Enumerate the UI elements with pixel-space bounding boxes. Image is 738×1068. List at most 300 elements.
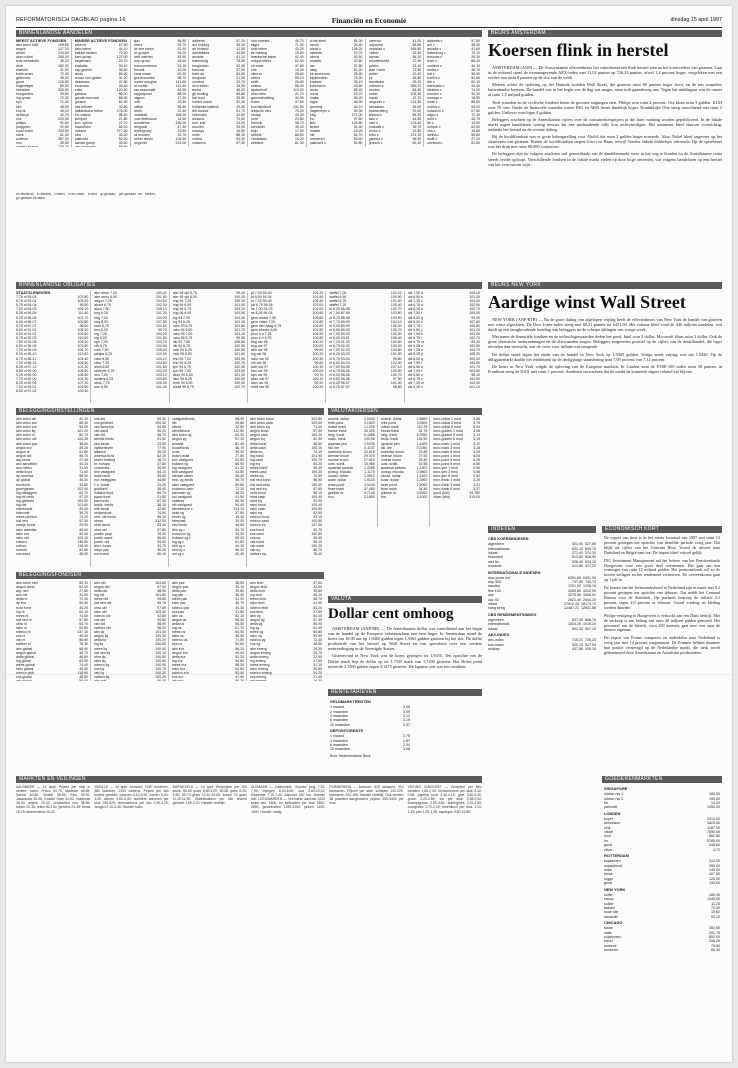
row-label: rabo obl (94, 609, 107, 614)
row-value: 101,20 (77, 364, 89, 369)
row-value: 100,90 (77, 498, 88, 503)
row-label: besouw c (427, 55, 443, 60)
row-label: ommeren (309, 137, 325, 142)
row-value: 55,60 (471, 133, 480, 138)
row-value: 101,90 (234, 303, 245, 308)
row-value: 30,20 (118, 133, 128, 138)
row-value: 105,80 (58, 43, 69, 48)
row-label: getronics (16, 75, 31, 80)
row-label (75, 145, 117, 147)
row-value: 100,40 (312, 364, 324, 369)
table-column (16, 291, 91, 403)
row-label: hal c (427, 71, 435, 76)
row-label: 8,50 nl 90-00 (16, 368, 37, 373)
row-value: 55,10 (294, 75, 304, 80)
table-column (94, 417, 169, 567)
row-value: 129,80 (351, 120, 363, 125)
row-label: sligro (251, 43, 260, 48)
row-value: 16,50 (236, 129, 245, 134)
row-value: 5,56 (473, 417, 481, 421)
row-label: euro-yen 3 mnd (433, 470, 458, 475)
row-label: rorento (16, 548, 28, 552)
row-label: abn us (172, 613, 183, 618)
row-value: 99,90 (471, 315, 480, 320)
row-label: eurofund (16, 482, 30, 487)
row-value: 14,20 (294, 137, 304, 142)
row-value: 33,20 (177, 51, 187, 56)
row-value: 1,1175 (364, 470, 375, 475)
row-label: lokaal (488, 626, 498, 631)
table-column (251, 39, 307, 147)
row-label: obl 6,25 x (407, 385, 423, 390)
article-paragraph: De dollar stond tegen het einde van de handel in New York op 1,9365 gulden. Vorige week vrijdag was dat 1,9420. Op de obligatiemarkt daalde het rendement op de dertigjarige staatslening naar 7,09 procent van 7,12 procent. (488, 351, 722, 362)
row-label: textielgroep (133, 129, 152, 134)
row-value: 3,37 (403, 722, 410, 727)
row-value: 3,12 (473, 433, 481, 438)
table-row (251, 141, 304, 145)
row-value: 81,40 (235, 441, 244, 446)
row-value: 58,70 (177, 75, 187, 80)
row-label: corio (172, 449, 180, 454)
row-label: delta lloyd (16, 470, 32, 475)
row-label: nl 6,75 95-05 (329, 368, 350, 373)
row-value: 56,20 (157, 429, 166, 434)
row-value: 58,40 (294, 84, 304, 89)
table-row (427, 141, 480, 145)
row-label: de drie electr (133, 47, 154, 52)
row-value: 40,00 (177, 67, 187, 72)
row-label: eurocommerce (133, 63, 157, 68)
row-label: dax (488, 593, 494, 598)
row-value: 168,20 (175, 112, 187, 117)
row-value: 31,40 (353, 124, 363, 129)
row-value: 31,75 (418, 429, 428, 434)
row-label: ned. vg fonds (172, 478, 194, 483)
row-value: 100,10 (311, 445, 322, 450)
row-value: 100,50 (155, 654, 166, 659)
row-label: goud (kilo) (433, 490, 450, 495)
row-value: 19,80 (177, 129, 187, 134)
row-value: 61,20 (353, 67, 363, 72)
rates-heading: GELDMARKTRENTEN (330, 699, 371, 704)
row-label: hollandia kattenb (192, 104, 219, 109)
row-value: 54,70 (353, 133, 363, 138)
row-value: 61,80 (79, 449, 88, 454)
row-value: 41,10 (236, 55, 245, 60)
row-label: internationals (488, 546, 510, 551)
row-value: 43,70 (471, 116, 480, 121)
row-label: a.nat.steel (309, 39, 326, 43)
row-label: abn pac (172, 581, 185, 585)
row-value: 101,90 (311, 453, 322, 458)
row-label: internatio c (427, 84, 445, 89)
row-label: tie c (427, 120, 434, 125)
market-report: PURMEREND — Aanvoer: 620 schapen, 410 lammeren. Prijzen per stuk: schapen 140-225, lammeren 120-190. Handel: redelijk. Ook werden 38 paarden aangevoerd, prijzen 900-3400 per stuk. (329, 785, 404, 806)
row-label: aegon vg (172, 437, 187, 442)
row-value: 101,20 (77, 429, 88, 434)
row-label: rabo cash (250, 507, 266, 512)
row-value: 527,80 (585, 542, 596, 547)
row-value: 101,60 (390, 299, 402, 304)
row-label: aegon nl (16, 449, 30, 454)
row-label: aegon eq (250, 437, 265, 442)
row-value: 44,10 (79, 462, 88, 467)
row-label: volker stevin (133, 137, 153, 142)
row-label: zwitser eq (250, 552, 266, 557)
row-label: 2 maanden (330, 709, 348, 714)
row-label: ing 94 6,25 (172, 319, 190, 324)
row-value: 62,30 (177, 71, 187, 76)
row-label: neways c (427, 96, 442, 101)
row-value: 12,40 (177, 108, 187, 113)
row-label: euro-pond 6 mnd (433, 462, 461, 467)
row-value: 64,10 (79, 609, 88, 614)
table-row (134, 141, 187, 145)
row-label: nl 6,25 93-03 (329, 352, 350, 357)
row-label: aegon global (16, 650, 37, 655)
row-value: 37,80 (235, 511, 244, 516)
index-heading: CBS KOERSINDEXEN (488, 536, 529, 541)
row-label: bouwfonds (172, 445, 189, 450)
row-label: katoen (604, 905, 615, 910)
table-column (192, 39, 248, 147)
row-label: obl 6,25 n (407, 344, 424, 349)
row-label: nl 8,50 89-00 (329, 327, 350, 332)
row-value: 66,30 (235, 498, 244, 503)
row-value: 107,10 (77, 381, 89, 386)
row-label: telegraaf (133, 124, 148, 129)
row-value: 66,80 (313, 630, 322, 635)
row-value: 104,60 (155, 581, 166, 585)
row-value: 72,30 (711, 905, 720, 910)
row-value: 40,30 (471, 92, 480, 97)
row-label: smit c (427, 116, 437, 121)
row-label: stookolie (604, 914, 619, 919)
row-label: postb. aand (94, 535, 113, 540)
row-label: aegon liq (94, 634, 109, 639)
row-value: 100,00 (234, 381, 245, 386)
row-label: mees cash (250, 470, 267, 475)
row-value: 100,10 (155, 356, 167, 361)
row-label: besouw (192, 67, 205, 72)
row-label: content (192, 79, 204, 84)
row-label: samas groep (74, 141, 95, 146)
row-label: unilever 6,75 (94, 368, 115, 373)
row-label: euro-frank 1 mnd (433, 478, 460, 483)
row-value: 31,20 (157, 482, 166, 487)
row-value: 35,60 (118, 141, 128, 146)
row-value: 57,80 (471, 39, 480, 43)
row-label: euro-gulden 1 mnd (433, 429, 463, 434)
row-label: abn obl (94, 581, 106, 585)
table-column (16, 417, 91, 567)
row-value: 126,80 (58, 79, 69, 84)
row-value: 45,10 (313, 593, 322, 598)
row-value: 518,90 (585, 555, 596, 560)
row-value: 107,60 (469, 319, 480, 324)
row-value: 105,60 (77, 368, 89, 373)
row-value: 5,4455 (363, 433, 375, 438)
row-label: goud (604, 843, 612, 848)
row-label: aegon eur (16, 445, 32, 450)
row-label: delta tech (250, 589, 266, 594)
row-value: 89,50 (59, 84, 69, 89)
article-paragraph: Tech-waarden en de cyclische fondsen lieten de grootste stijgingen zien. Philips won ruim 2 procent, Oce klom ruim 3 gulden. KLM won 70 cent. Onder de financiële waarden waren ING en ABN Amro duidelijk hoger. Koninklijke Olie steeg vanochtend met ruim 2 gulden, Unilever won bijna 4 gulden. (488, 99, 722, 115)
row-label: cap gemini (74, 67, 92, 72)
row-label: rabo emerg (250, 666, 268, 671)
row-label: be semicond (309, 71, 330, 76)
row-label: sns vg (250, 642, 261, 647)
row-label: noorse kroon (380, 457, 402, 462)
row-label: nat ned cash (250, 482, 271, 487)
row-label: unique intern (251, 59, 272, 64)
row-label: de gruyter (133, 51, 150, 56)
row-value: 104,50 (175, 137, 187, 142)
row-label: rabo eur (16, 531, 30, 536)
row-value: 34,20 (313, 671, 322, 676)
row-value: 291,75 (709, 930, 720, 935)
row-label: tie holding (251, 51, 267, 56)
table-column (427, 39, 482, 147)
row-label: 7,75 nl 92-00 (16, 376, 37, 381)
row-label: asn milieu (16, 466, 32, 471)
row-label: leidsche verz (251, 108, 272, 113)
row-value: 101,10 (469, 385, 480, 390)
row-label: 5,75 nl 94-04 (16, 303, 37, 308)
row-value: 271,00 (351, 112, 363, 117)
row-value: 22,85 (418, 449, 428, 454)
row-label: alg. ned (16, 589, 29, 594)
row-value: 101,90 (312, 295, 324, 300)
row-label: obl 7,75 i (407, 323, 422, 328)
row-value: 102,40 (234, 364, 245, 369)
row-value: 46,70 (471, 67, 480, 72)
row-label: varkens (604, 943, 617, 948)
article-title: Koersen flink in herstel (488, 40, 669, 60)
row-label: abn tech (250, 581, 264, 585)
row-label: ptt 6,75 96-06 (250, 303, 273, 308)
row-value: 74,80 (313, 474, 322, 479)
row-label (16, 679, 77, 681)
row-label: nikkel (604, 830, 614, 835)
table-column (433, 417, 482, 527)
row-value: 25,40 (418, 457, 428, 462)
row-value: 43,50 (353, 55, 363, 60)
column-heading: MEEST ACTIEVE FONDSEN (16, 39, 67, 43)
row-value: 22,70 (118, 120, 128, 125)
row-value: 24,915 (363, 449, 375, 454)
row-value: 99,30 (157, 417, 166, 421)
article-body (328, 626, 482, 680)
row-label: robeco eur (172, 671, 189, 676)
row-value: 16,90 (471, 96, 480, 101)
row-label: obl 6,75 d (407, 303, 424, 308)
row-label: alliance (94, 449, 106, 454)
row-value: 27,60 (235, 453, 244, 458)
row-value: 100,40 (155, 646, 166, 651)
row-value: 62,90 (471, 124, 480, 129)
row-value: 27,40 (79, 457, 88, 462)
row-label: vsb liq (94, 671, 104, 676)
row-value: 45,40 (235, 634, 244, 639)
row-label: mfk fonds (94, 507, 110, 512)
row-label: dico intern (192, 84, 209, 89)
row-label: batenburg c (427, 51, 446, 56)
row-value: 19,60 (471, 129, 480, 134)
row-value: 92,80 (157, 613, 166, 618)
row-value: 34,10 (471, 63, 480, 68)
row-value: 71,80 (235, 638, 244, 643)
row-value: 64,90 (235, 630, 244, 635)
row-value: 27,610 (363, 457, 375, 462)
row-value: 98,60 (79, 323, 89, 328)
row-value: 73,60 (236, 116, 245, 121)
row-value: 79,80 (711, 943, 720, 948)
row-value: 61,90 (118, 100, 128, 105)
row-value: 100,40 (155, 421, 166, 426)
row-value: 737,65 (572, 580, 583, 585)
row-label: aegon eur (172, 650, 188, 655)
table-row (408, 385, 480, 389)
table-row (16, 389, 88, 393)
row-label: knp bt (16, 108, 26, 113)
row-label: pacific prop (94, 531, 112, 536)
row-value: 2,94 (403, 743, 410, 748)
table-row (94, 385, 166, 389)
table-row (172, 679, 244, 681)
row-label: robeco emerg (250, 671, 272, 676)
row-label: vilenzo (251, 71, 262, 76)
row-label: tin (604, 838, 608, 843)
row-label: mees eur (172, 662, 187, 667)
row-label: belg. frank (328, 433, 345, 438)
row-label: obl 5,50 u (407, 372, 424, 377)
row-label: boskalis (74, 63, 88, 68)
row-label: industrie (488, 564, 502, 569)
row-label: vastned (172, 498, 185, 503)
table-column (250, 581, 324, 681)
row-label: deense kroon (380, 453, 402, 458)
row-value: 17,20 (177, 96, 187, 101)
row-value: 29,60 (412, 108, 422, 113)
row-label: dp eur (16, 601, 26, 606)
row-value: 105,20 (77, 299, 89, 304)
row-value: 79,90 (118, 51, 128, 56)
row-value: 84,60 (412, 88, 422, 93)
row-label: sns eur (172, 675, 184, 680)
row-label: eoe-index (488, 642, 504, 647)
row-label: arcadis (309, 59, 322, 64)
row-value: 17912,44 (564, 602, 579, 607)
row-value: 96,00 (118, 92, 128, 97)
row-value: 31,90 (59, 67, 69, 72)
row-label: 1 maand (330, 734, 344, 739)
column-heading: STAATSLENINGEN (16, 291, 51, 295)
stock-footnote: ex-dividend, b=bieden, l=laten, x=ex-claim, s=slot, g=gedaan, gb=gedaan en bieden, gl=gedaan en laten. (16, 192, 156, 201)
row-value: 607,10 (585, 626, 596, 631)
row-value: 128,00 (709, 876, 720, 881)
row-value: 1206,76 (583, 584, 596, 589)
row-label: ing obl (16, 502, 27, 507)
table-column (381, 417, 431, 527)
row-value: 104,30 (469, 381, 480, 386)
row-label: canad. dollar (380, 474, 401, 479)
row-value: 105,50 (469, 311, 480, 316)
article-body (488, 65, 722, 271)
row-label: aegon vg (250, 617, 265, 622)
row-value: 527,94 (585, 642, 596, 647)
row-value: 118,40 (77, 543, 88, 548)
row-label: abn amro liq (16, 429, 36, 434)
row-value: 78,40 (313, 552, 322, 557)
row-label: midkap (488, 647, 500, 652)
row-label: belg. frank (380, 433, 398, 438)
market-report: BARNEVELD — 14 april. Eierprijzen per 100 stuks: 55-60 gram 8,50-9,20; 60-65 gram 9,20-9,90; 65-70 gram 10,10-10,80; boven 70 gram 11,20-11,90. Slachtkuikens per kilo levend gewicht 1,95-2,10. Handel: redelijk. (172, 785, 247, 806)
article-dollar (328, 606, 482, 684)
table-row (75, 145, 128, 147)
row-label: nl 6,50 94-04 (329, 360, 350, 365)
row-value: 121,10 (410, 133, 422, 138)
row-label: zwits. frank (328, 437, 346, 442)
row-value: 104,50 (390, 340, 402, 345)
row-label: sns liq (94, 666, 104, 671)
row-value: 137,10 (77, 630, 88, 635)
row-value: 72,10 (235, 486, 244, 491)
row-label: delta pac (172, 589, 187, 594)
row-label: fortis amev (16, 71, 34, 76)
row-label: sligro c (427, 112, 439, 117)
row-label: kpn 94 6,75 (172, 364, 191, 369)
row-label: batenburg (192, 59, 209, 64)
row-value: 100,30 (312, 356, 324, 361)
row-value: 26,80 (294, 79, 304, 84)
row-label: dim vg c (172, 527, 186, 532)
row-value: 38,20 (157, 548, 166, 552)
row-value: 38,90 (235, 581, 244, 585)
row-label: nolte (192, 133, 200, 138)
row-value: 103,60 (234, 368, 245, 373)
row-label: mees global (16, 662, 35, 667)
row-label: ing tech (250, 593, 263, 598)
row-value: 43,30 (471, 84, 480, 89)
row-value: 4312,90 (583, 588, 596, 593)
row-value: 39,90 (236, 124, 245, 129)
row-value: 96,90 (412, 137, 422, 142)
row-value: 2,87 (403, 738, 410, 743)
row-value: 5,2550 (416, 433, 428, 438)
row-label: neways (192, 129, 205, 134)
row-value: 101,80 (390, 352, 402, 357)
row-label: vastgoedfonds (172, 417, 195, 421)
row-value: 97,80 (157, 527, 166, 532)
row-value: 100,60 (234, 376, 245, 381)
row-value: 41,20 (412, 39, 422, 43)
row-label: ierse pond (328, 482, 345, 487)
row-value: 95,40 (79, 507, 88, 512)
index-heading: INTERNATIONALE INDEXEN (488, 569, 541, 575)
row-label: stork 7,75 (94, 381, 110, 386)
row-label: nat ned obl (94, 601, 112, 606)
row-value: 64,40 (313, 613, 322, 618)
row-value: 66,40 (711, 948, 720, 953)
row-label: cindu (74, 71, 84, 76)
row-value: 64,80 (157, 425, 166, 430)
row-label: obl 5,75 m (407, 340, 424, 345)
row-label: bng 95 6,75 (172, 307, 192, 312)
row-value: 21,80 (118, 116, 128, 121)
row-value: 4283,60 (568, 588, 581, 593)
row-label: ahold 6,75 (94, 303, 111, 308)
